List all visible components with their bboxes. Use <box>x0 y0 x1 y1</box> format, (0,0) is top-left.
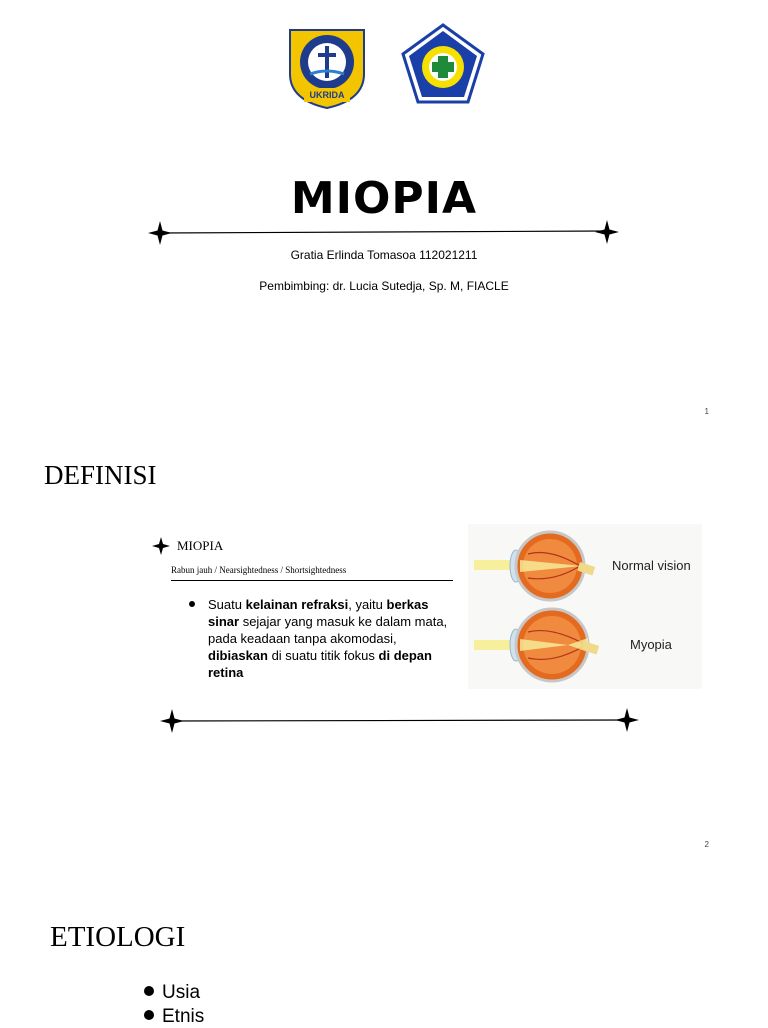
slide-title <box>0 0 768 432</box>
rumah-sakit-husada-logo <box>400 22 486 108</box>
slide-definisi <box>0 432 768 864</box>
slide-heading: DEFINISI <box>44 460 157 490</box>
author-line: Gratia Erlinda Tomasoa 112021211 <box>290 248 478 262</box>
bullet-dot <box>144 986 154 996</box>
eye-illustration <box>468 524 702 689</box>
slide-etiologi <box>0 864 768 1027</box>
star-icon <box>615 708 639 732</box>
star-icon <box>151 536 171 556</box>
title-divider <box>145 218 625 248</box>
bullet-dot <box>189 601 195 607</box>
synonyms-text: Rabun jauh / Nearsightedness / Shortsightedness <box>171 565 347 575</box>
presentation-title: MIOPIA <box>290 173 478 224</box>
myopia-label: Myopia <box>630 637 672 652</box>
star-icon <box>148 221 172 245</box>
star-icon <box>595 220 619 244</box>
bullet-dot <box>144 1010 154 1020</box>
list-item: Usia <box>144 982 200 1004</box>
slide-heading: ETIOLOGI <box>50 921 186 953</box>
eye-diagram <box>468 524 702 689</box>
normal-vision-label: Normal vision <box>612 558 691 573</box>
page-number: 1 <box>704 407 709 416</box>
page-number: 2 <box>704 840 709 849</box>
definition-text: Suatu kelainan refraksi, yaitu berkas sinar sejajar yang masuk ke dalam mata, pada keadaan tanpa akomodasi, dibiaskan di suatu titik fokus di depan retina <box>208 597 448 680</box>
list-item: Etnis <box>144 1006 204 1028</box>
underline-divider <box>171 580 453 581</box>
topic-label: MIOPIA <box>177 538 224 553</box>
slide-divider <box>157 706 641 736</box>
star-icon <box>160 709 184 733</box>
ukrida-logo-text: UKRIDA <box>309 90 345 100</box>
supervisor-line: Pembimbing: dr. Lucia Sutedja, Sp. M, FIACLE <box>259 279 509 293</box>
